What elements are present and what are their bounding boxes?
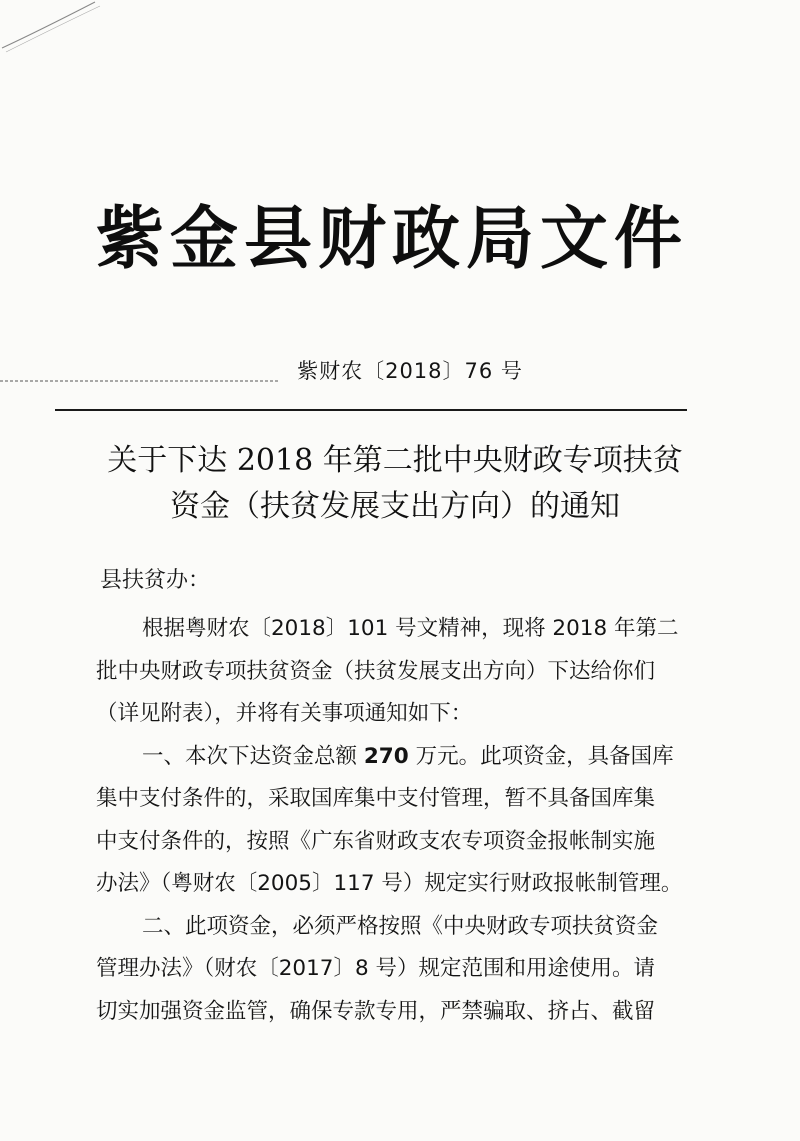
body-line: 根据粤财农〔2018〕101 号文精神，现将 2018 年第二 [142,616,679,641]
body-line [96,736,676,779]
header-divider [55,409,687,411]
subject-line: 资金（扶贫发展支出方向）的通知 [170,489,620,524]
body-line: 批中央财政专项扶贫资金（扶贫发展支出方向）下达给你们 [96,658,656,684]
body-line: 管理办法》（财农〔2017〕8 号）规定范围和用途使用。请 [96,956,655,981]
document-number: 紫财农〔2018〕76 号 [297,359,523,383]
subject-line: 关于下达 2018 年第二批中央财政专项扶贫 [107,443,683,478]
body-line: 集中支付条件的，采取国库集中支付管理，暂不具备国库集 [96,786,656,811]
document-body [96,608,683,1033]
scan-artifact-stroke [0,0,120,60]
body-line: 二、此项资金，必须严格按照《中央财政专项扶贫资金 [142,913,659,939]
body-line: 办法》（粤财农〔2005〕117 号）规定实行财政报帐制管理。 [96,871,683,896]
body-line: 切实加强资金监管，确保专款专用，严禁骗取、挤占、截留 [96,998,656,1024]
body-line: 中支付条件的，按照《广东省财政支农专项资金报帐制实施 [96,828,656,854]
body-text-fragment: 一、本次下达资金总额 [142,743,364,769]
document-subject [95,438,695,530]
recipient: 县扶贫办： [100,568,211,593]
body-text-fragment: 万元。此项资金，具备国库 [408,743,674,769]
body-line: （详见附表），并将有关事项通知如下： [96,701,473,726]
fund-amount: 270 [363,743,409,769]
issuer-header: 紫金县财政局文件 [96,199,689,279]
